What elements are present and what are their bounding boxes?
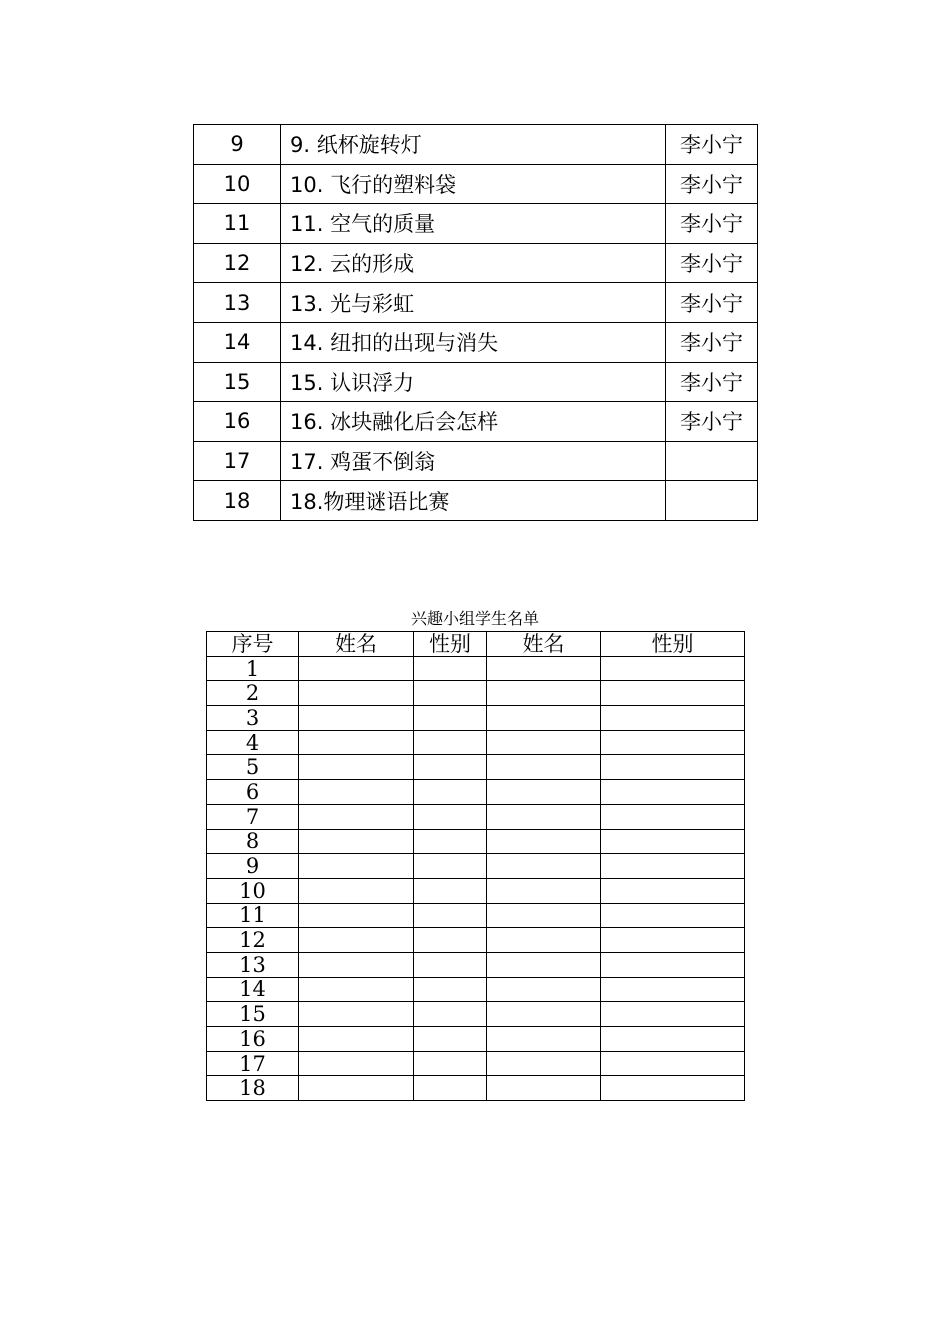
lesson-row xyxy=(194,204,758,244)
roster-gender-cell xyxy=(414,878,487,903)
roster-name-cell xyxy=(299,854,414,879)
lesson-teacher: 李小宁 xyxy=(666,402,758,442)
roster-row xyxy=(207,1076,745,1101)
roster-name-cell-2 xyxy=(487,1051,601,1076)
lesson-teacher: 李小宁 xyxy=(666,283,758,323)
roster-gender-cell-2 xyxy=(601,1051,745,1076)
lesson-row xyxy=(194,322,758,362)
roster-name-cell-2 xyxy=(487,903,601,928)
roster-name-cell xyxy=(299,1076,414,1101)
lesson-title: 14. 纽扣的出现与消失 xyxy=(281,322,666,362)
roster-serial-number: 8 xyxy=(207,829,299,854)
roster-name-cell-2 xyxy=(487,755,601,780)
roster-name-cell-2 xyxy=(487,1076,601,1101)
roster-serial-number: 14 xyxy=(207,977,299,1002)
roster-name-cell xyxy=(299,928,414,953)
roster-gender-cell-2 xyxy=(601,681,745,706)
lesson-title: 11. 空气的质量 xyxy=(281,204,666,244)
roster-gender-cell xyxy=(414,1002,487,1027)
lesson-title: 15. 认识浮力 xyxy=(281,362,666,402)
roster-name-cell xyxy=(299,903,414,928)
lesson-schedule-table xyxy=(193,124,758,521)
header-serial-number: 序号 xyxy=(207,632,299,657)
lesson-row xyxy=(194,243,758,283)
roster-gender-cell xyxy=(414,977,487,1002)
roster-row xyxy=(207,854,745,879)
lesson-teacher: 李小宁 xyxy=(666,164,758,204)
roster-name-cell-2 xyxy=(487,854,601,879)
lesson-row xyxy=(194,164,758,204)
roster-name-cell-2 xyxy=(487,1002,601,1027)
roster-name-cell xyxy=(299,780,414,805)
roster-gender-cell-2 xyxy=(601,706,745,731)
roster-serial-number: 12 xyxy=(207,928,299,953)
roster-serial-number: 1 xyxy=(207,656,299,681)
roster-gender-cell-2 xyxy=(601,1076,745,1101)
roster-name-cell-2 xyxy=(487,804,601,829)
lesson-title: 13. 光与彩虹 xyxy=(281,283,666,323)
roster-row xyxy=(207,1002,745,1027)
roster-gender-cell xyxy=(414,903,487,928)
roster-serial-number: 15 xyxy=(207,1002,299,1027)
roster-name-cell-2 xyxy=(487,977,601,1002)
roster-caption: 兴趣小组学生名单 xyxy=(410,609,539,628)
roster-serial-number: 6 xyxy=(207,780,299,805)
roster-serial-number: 16 xyxy=(207,1027,299,1052)
roster-gender-cell xyxy=(414,1027,487,1052)
lesson-table-body xyxy=(194,125,758,521)
roster-gender-cell-2 xyxy=(601,656,745,681)
lesson-title: 10. 飞行的塑料袋 xyxy=(281,164,666,204)
roster-row xyxy=(207,829,745,854)
roster-name-cell xyxy=(299,977,414,1002)
roster-gender-cell-2 xyxy=(601,928,745,953)
lesson-title: 18.物理谜语比赛 xyxy=(281,481,666,521)
lesson-row xyxy=(194,481,758,521)
roster-row xyxy=(207,1051,745,1076)
roster-gender-cell xyxy=(414,1051,487,1076)
roster-gender-cell xyxy=(414,656,487,681)
roster-serial-number: 11 xyxy=(207,903,299,928)
roster-name-cell-2 xyxy=(487,681,601,706)
roster-name-cell xyxy=(299,952,414,977)
lesson-number: 9 xyxy=(194,125,281,165)
lesson-teacher: 李小宁 xyxy=(666,362,758,402)
roster-name-cell xyxy=(299,1027,414,1052)
roster-gender-cell xyxy=(414,706,487,731)
lesson-teacher xyxy=(666,441,758,481)
lesson-number: 18 xyxy=(194,481,281,521)
roster-row xyxy=(207,804,745,829)
lesson-row xyxy=(194,402,758,442)
roster-name-cell-2 xyxy=(487,656,601,681)
roster-gender-cell-2 xyxy=(601,903,745,928)
lesson-title: 16. 冰块融化后会怎样 xyxy=(281,402,666,442)
roster-row xyxy=(207,656,745,681)
roster-row xyxy=(207,706,745,731)
roster-name-cell-2 xyxy=(487,1027,601,1052)
lesson-row xyxy=(194,441,758,481)
lesson-teacher: 李小宁 xyxy=(666,125,758,165)
roster-row xyxy=(207,903,745,928)
roster-gender-cell-2 xyxy=(601,878,745,903)
roster-gender-cell-2 xyxy=(601,1002,745,1027)
roster-row xyxy=(207,681,745,706)
roster-gender-cell xyxy=(414,928,487,953)
roster-name-cell-2 xyxy=(487,829,601,854)
roster-name-cell xyxy=(299,1051,414,1076)
header-gender-2: 性别 xyxy=(601,632,745,657)
roster-row xyxy=(207,730,745,755)
roster-serial-number: 13 xyxy=(207,952,299,977)
roster-serial-number: 18 xyxy=(207,1076,299,1101)
roster-gender-cell xyxy=(414,952,487,977)
header-gender: 性别 xyxy=(414,632,487,657)
roster-table-body xyxy=(207,656,745,1100)
roster-header-row xyxy=(207,632,745,657)
roster-row xyxy=(207,780,745,805)
roster-name-cell xyxy=(299,656,414,681)
roster-serial-number: 2 xyxy=(207,681,299,706)
lesson-number: 16 xyxy=(194,402,281,442)
lesson-number: 15 xyxy=(194,362,281,402)
roster-row xyxy=(207,977,745,1002)
student-roster-table xyxy=(206,631,745,1101)
roster-gender-cell xyxy=(414,780,487,805)
roster-header xyxy=(207,632,745,657)
lesson-number: 12 xyxy=(194,243,281,283)
lesson-row xyxy=(194,125,758,165)
roster-serial-number: 10 xyxy=(207,878,299,903)
roster-gender-cell xyxy=(414,730,487,755)
roster-gender-cell xyxy=(414,854,487,879)
lesson-number: 10 xyxy=(194,164,281,204)
lesson-teacher: 李小宁 xyxy=(666,322,758,362)
roster-serial-number: 9 xyxy=(207,854,299,879)
roster-name-cell-2 xyxy=(487,928,601,953)
roster-row xyxy=(207,952,745,977)
roster-name-cell-2 xyxy=(487,878,601,903)
header-name: 姓名 xyxy=(299,632,414,657)
roster-serial-number: 3 xyxy=(207,706,299,731)
roster-row xyxy=(207,928,745,953)
lesson-row xyxy=(194,362,758,402)
lesson-number: 14 xyxy=(194,322,281,362)
lesson-title: 17. 鸡蛋不倒翁 xyxy=(281,441,666,481)
lesson-teacher xyxy=(666,481,758,521)
roster-gender-cell-2 xyxy=(601,977,745,1002)
roster-serial-number: 4 xyxy=(207,730,299,755)
roster-name-cell-2 xyxy=(487,730,601,755)
lesson-number: 11 xyxy=(194,204,281,244)
roster-gender-cell xyxy=(414,755,487,780)
roster-name-cell xyxy=(299,829,414,854)
header-name-2: 姓名 xyxy=(487,632,601,657)
roster-name-cell xyxy=(299,1002,414,1027)
roster-gender-cell-2 xyxy=(601,730,745,755)
lesson-teacher: 李小宁 xyxy=(666,243,758,283)
roster-gender-cell xyxy=(414,1076,487,1101)
roster-name-cell xyxy=(299,804,414,829)
roster-name-cell xyxy=(299,878,414,903)
lesson-title: 12. 云的形成 xyxy=(281,243,666,283)
roster-gender-cell-2 xyxy=(601,780,745,805)
lesson-teacher: 李小宁 xyxy=(666,204,758,244)
roster-name-cell-2 xyxy=(487,706,601,731)
lesson-number: 13 xyxy=(194,283,281,323)
roster-name-cell-2 xyxy=(487,780,601,805)
roster-gender-cell-2 xyxy=(601,804,745,829)
roster-gender-cell-2 xyxy=(601,952,745,977)
roster-serial-number: 7 xyxy=(207,804,299,829)
roster-name-cell xyxy=(299,706,414,731)
roster-row xyxy=(207,878,745,903)
roster-gender-cell xyxy=(414,804,487,829)
roster-name-cell xyxy=(299,755,414,780)
lesson-row xyxy=(194,283,758,323)
roster-gender-cell xyxy=(414,829,487,854)
roster-gender-cell-2 xyxy=(601,829,745,854)
roster-serial-number: 5 xyxy=(207,755,299,780)
lesson-title: 9. 纸杯旋转灯 xyxy=(281,125,666,165)
roster-gender-cell xyxy=(414,681,487,706)
roster-name-cell-2 xyxy=(487,952,601,977)
roster-serial-number: 17 xyxy=(207,1051,299,1076)
roster-row xyxy=(207,755,745,780)
roster-gender-cell-2 xyxy=(601,854,745,879)
roster-name-cell xyxy=(299,730,414,755)
roster-gender-cell-2 xyxy=(601,755,745,780)
roster-gender-cell-2 xyxy=(601,1027,745,1052)
roster-name-cell xyxy=(299,681,414,706)
lesson-number: 17 xyxy=(194,441,281,481)
roster-row xyxy=(207,1027,745,1052)
